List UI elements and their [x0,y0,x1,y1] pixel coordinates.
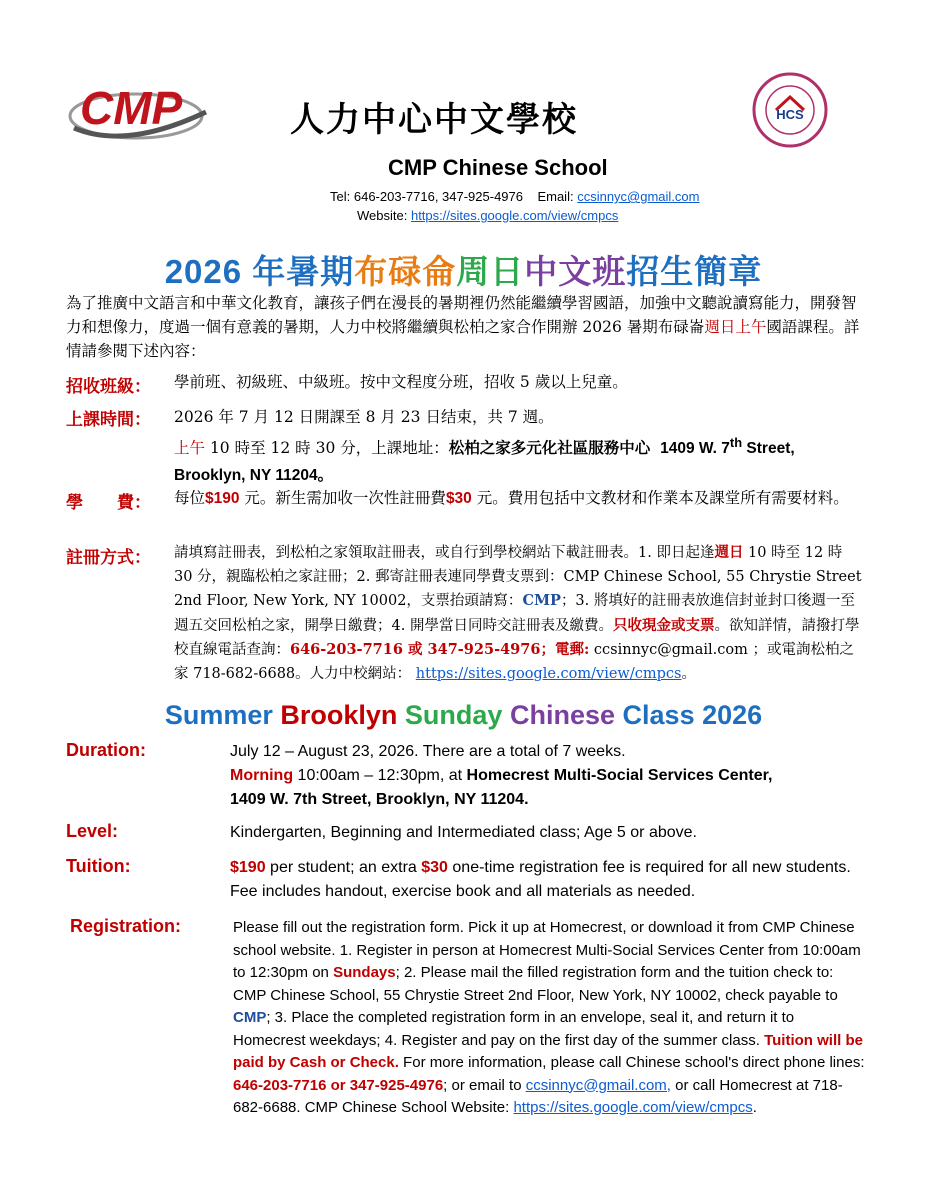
tuition-amount1: $190 [230,859,266,876]
schedule-cn-address-cn: 松柏之家多元化社區服務中心 [448,438,651,458]
title-en [0,700,927,731]
reg-cn-p4: 。欲知詳情，請撥打學校直線電話查詢： [174,617,860,658]
tuition-body [230,856,870,904]
website-line [357,208,618,223]
registration-body [233,917,868,1120]
duration-label: Duration: [66,740,146,760]
schedule-cn-street: 1409 W. 7 [660,440,730,458]
reg-cn-p5: ；或電詢松柏之家 718-682-6688。人力中校網站： [174,642,855,682]
duration-line1: July 12 – August 23, 2026. There are a total of 7 weeks. [230,743,626,760]
tuition-post: one-time registration fee is required for all new students. Fee includes handout, exercise book and all materials as needed. [230,859,851,900]
schedule-cn-period: 。 [317,465,334,485]
intro-tail: 國語課程。詳情請參閱下述內容： [66,318,860,360]
tuition-amount2: $30 [421,859,448,876]
registration-sundays: Sundays [333,964,396,981]
registration-p5: ; or email to [443,1076,526,1094]
schedule-cn-time: 10 時至 12 時 30 分，上課地址： [205,439,449,458]
reg-cn-p2-blue: CMP [522,592,561,609]
title-en-w1: Summer [164,700,273,730]
registration-p6: or call Homecrest at 718-682-6688. CMP Chinese School Website: [233,1076,843,1116]
hcs-logo-text: HCS [776,107,804,122]
registration-email-link[interactable]: ccsinnyc@gmail.com, [525,1076,671,1094]
schedule-cn-line1: 2026 年 7 月 12 日開課至 8 月 23 日结束，共 7 週。 [174,408,554,426]
cmp-logo [66,72,216,152]
intro-cn [66,291,866,363]
intro-text: 為了推廣中文語言和中華文化教育，讓孩子們在漫長的暑期裡仍然能繼續學習國語，加強中文聽說讀寫能力，開發智力和想像力，度過一個有意義的暑期，人力中校將繼續與松柏之家合作開辦 2026 暑期布碌崙 [66,294,857,336]
duration-body [230,740,880,812]
email-label: Email: [537,189,574,204]
reg-cn-email[interactable]: ccsinnyc@gmail.com [593,642,748,658]
fee-cn-body [174,486,864,511]
schedule-cn-line2 [174,430,874,462]
reg-cn-phones: 646-203-7716 或 347-925-4976；電郵: [290,641,590,658]
title-cn-part1: 2026 年暑期 [164,253,355,290]
cmp-logo-text: CMP [80,82,183,134]
reg-cn-p6: 。 [681,665,696,682]
fee-cn-pre: 每位 [174,489,206,507]
header-website-link[interactable]: https://sites.google.com/view/cmpcs [410,208,619,223]
intro-highlight: 週日上午 [704,318,767,336]
fee-cn-mid: 元。新生需加收一次性註冊費 [239,489,446,507]
reg-cn-label: 註冊方式： [66,548,151,568]
title-en-w5: Class [622,700,695,730]
registration-cash: Tuition will be paid by Cash or Check. [233,1031,863,1071]
tel-numbers: 646-203-7716, 347-925-4976 [353,189,523,204]
level-label: Level: [66,821,119,841]
schedule-cn-sup: th [729,435,743,450]
registration-phones: 646-203-7716 or 347-925-4976 [233,1076,444,1094]
fee-cn-amount2: $30 [445,490,472,507]
duration-morning: Morning [230,767,294,784]
registration-p3: ; 3. Place the completed registration form in an envelope, seal it, and return it to Homecrest weekdays; 4. Register and pay on the first day of the summer class. [233,1009,795,1049]
duration-venue: Homecrest Multi-Social Services Center, [466,767,773,784]
title-en-w4: Chinese [509,700,616,730]
reg-cn-body [174,541,864,686]
enroll-cn-label: 招收班級： [66,377,151,397]
registration-p2: ; 2. Please mail the filled registration form and the tuition check to: CMP Chinese School, 55 Chrystie Street 2nd Floor, New York, NY 10002, check payable to [233,964,838,1004]
schedule-cn-city: Brooklyn, NY 11204 [174,467,318,485]
school-name-en: CMP Chinese School [388,155,608,180]
duration-time: 10:00am – 12:30pm, at [293,767,467,784]
reg-cn-p1-red: 週日 [714,544,744,561]
tuition-mid: per student; an extra [265,859,422,876]
title-cn [0,246,927,293]
schedule-cn-address-en [660,435,795,458]
reg-cn-p2: 10 時至 12 時 30 分，親臨松柏之家註冊；2. 郵寄註冊表連同學費支票到：CMP Chinese School, 55 Chrystie Street 2nd Floor, New York, NY 10002，支票抬頭請寫： [174,545,862,609]
contact-line [330,189,699,204]
title-en-w2: Brooklyn [280,700,398,730]
registration-p7: . [752,1099,757,1116]
registration-p4: For more information, please call Chinese school's direct phone lines: [398,1054,865,1071]
title-cn-part4: 中文班 [524,253,627,290]
hcs-logo [752,72,828,148]
fee-cn-post: 元。費用包括中文教材和作業本及課堂所有需要材料。 [471,489,849,507]
tuition-label: Tuition: [66,856,131,876]
title-en-w3: Sunday [404,700,503,730]
fee-cn-label: 學 費： [66,493,151,513]
title-cn-part2: 布碌侖 [354,253,457,290]
website-label: Website: [357,208,408,223]
schedule-cn-label: 上課時間： [66,410,151,430]
schedule-cn-street2: Street, [742,440,795,458]
registration-label: Registration: [70,916,182,936]
tel-label: Tel: [330,189,351,204]
header-email-link[interactable]: ccsinnyc@gmail.com [577,189,700,204]
duration-line2 [230,764,880,788]
level-text: Kindergarten, Beginning and Intermediated class; Age 5 or above. [230,824,697,841]
title-cn-part5: 招生簡章 [626,253,763,290]
schedule-cn-body [174,404,874,489]
title-en-w6: 2026 [702,700,763,730]
schedule-cn-morning: 上午 [174,439,206,458]
school-name-cn: 人力中心中文學校 [290,100,578,140]
registration-cmp: CMP [233,1009,267,1026]
registration-p1: Please fill out the registration form. Pick it up at Homecrest, or download it from CMP Chinese school website. 1. Register in person at Homecrest Multi-Social Services Center from 10:00am to 12:30pm on [233,919,861,981]
reg-cn-p3-red: 只收現金或支票 [612,616,715,634]
reg-cn-website-link[interactable]: https://sites.google.com/view/cmpcs [415,665,682,682]
duration-line3: 1409 W. 7th Street, Brooklyn, NY 11204. [230,791,529,808]
enroll-cn-text: 學前班、初級班、中級班。按中文程度分班，招收 5 歲以上兒童。 [174,373,628,391]
reg-cn-p1: 請填寫註冊表，到松柏之家領取註冊表，或自行到學校網站下載註冊表。1. 即日起逢 [174,545,715,561]
reg-cn-p3: ；3. 將填好的註冊表放進信封並封口後週一至週五交回松柏之家，開學日繳費；4. 開學當日同時交註冊表及繳費。 [174,593,855,634]
fee-cn-amount1: $190 [205,490,240,507]
title-cn-part3: 周日 [456,253,525,290]
registration-website-link[interactable]: https://sites.google.com/view/cmpcs [513,1099,753,1116]
